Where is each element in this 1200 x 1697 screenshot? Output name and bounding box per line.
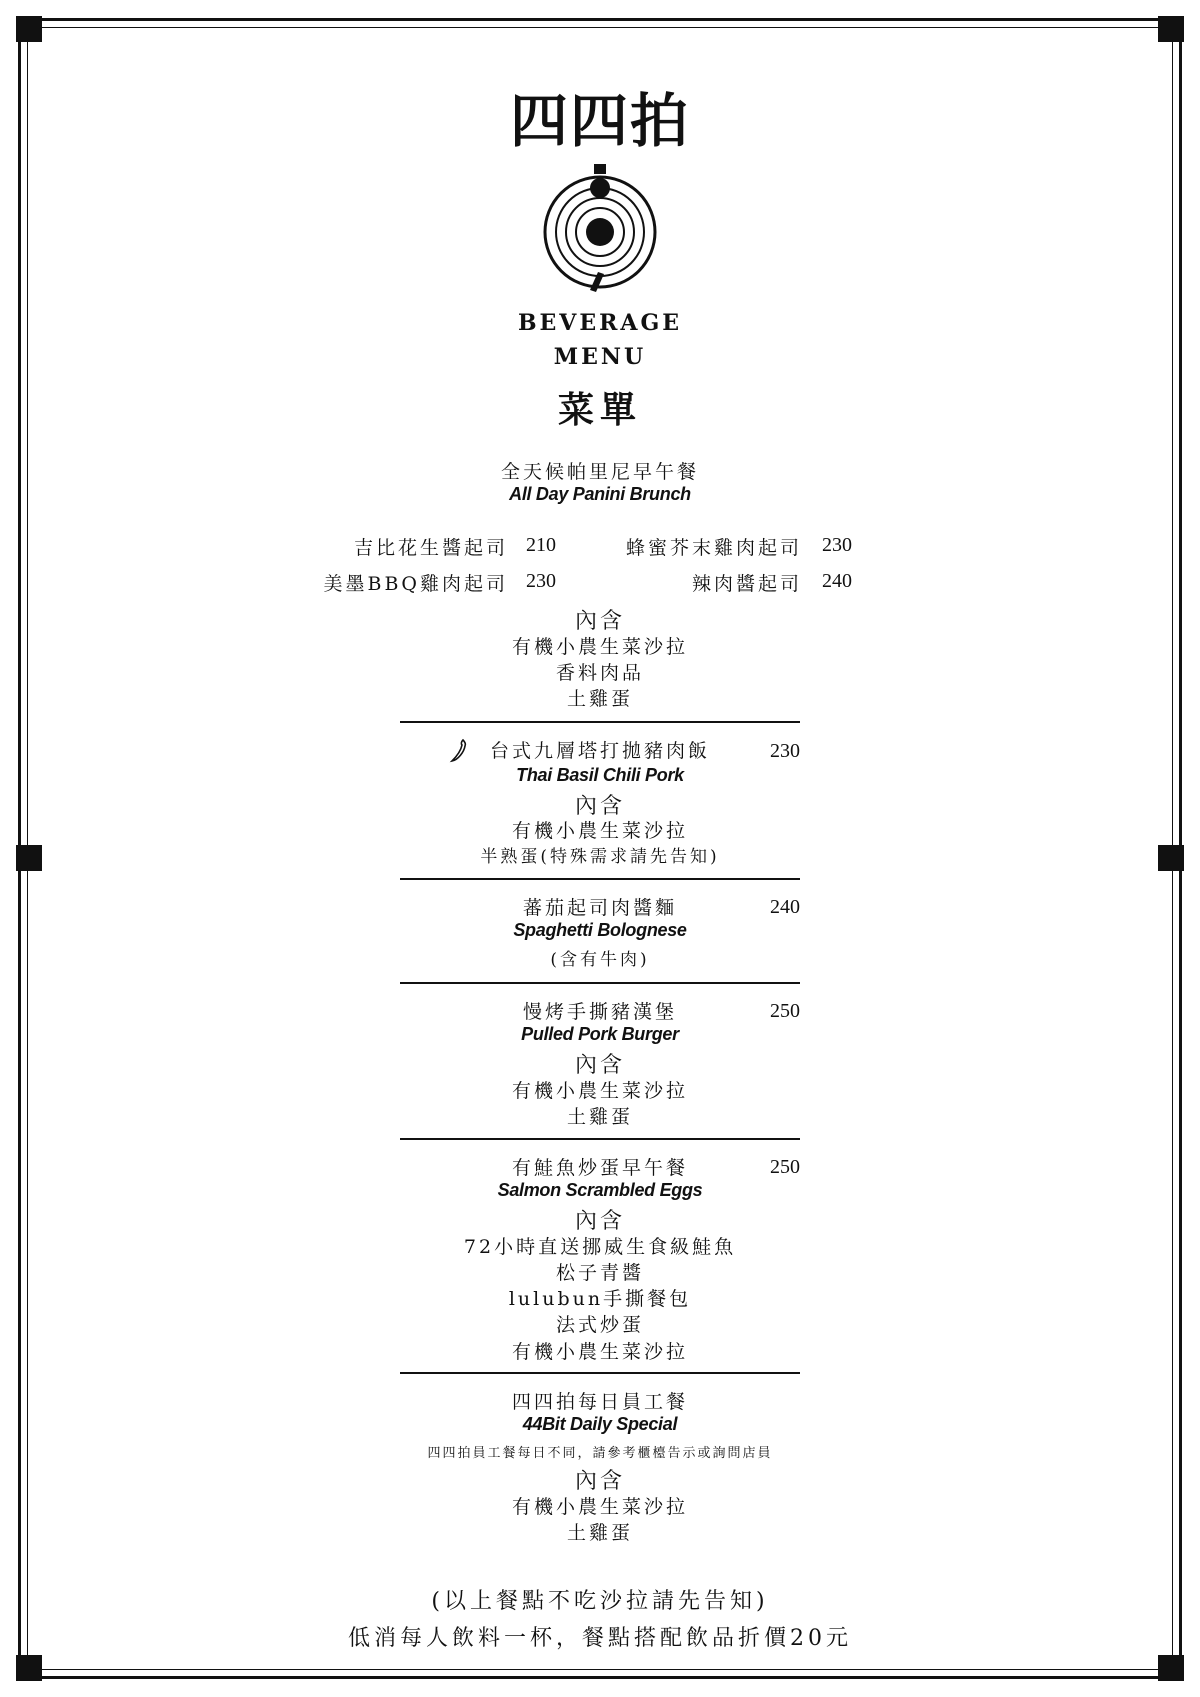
menu-item-name: 吉比花生醬起司 — [353, 537, 508, 559]
corner-ornament — [16, 1655, 42, 1681]
section-title-zh: 全天候帕里尼早午餐 — [500, 461, 699, 483]
dish-title-zh: 蕃茄起司肉醬麵 — [522, 897, 677, 919]
includes-label: 內含 — [574, 609, 625, 634]
menu-item-name: 辣肉醬起司 — [691, 573, 802, 595]
dish-title-en: Salmon Scrambled Eggs — [497, 1180, 703, 1200]
dish-title-zh: 台式九層塔打拋豬肉飯 — [489, 740, 710, 762]
dish-note: (含有牛肉) — [550, 950, 650, 970]
include-item: 有機小農生菜沙拉 — [511, 1080, 688, 1102]
menu-header — [0, 306, 1200, 374]
record-disc-logo-icon — [540, 164, 660, 294]
include-item: 法式炒蛋 — [555, 1314, 644, 1336]
menu-title-zh: 菜單 — [557, 390, 642, 431]
include-item: 土雞蛋 — [566, 1106, 633, 1128]
footer-note-salad: (以上餐點不吃沙拉請先告知) — [431, 1589, 769, 1614]
includes-label: 內含 — [574, 794, 625, 819]
menu-item-name: 蜂蜜芥末雞肉起司 — [625, 537, 802, 559]
dish-title-en: Pulled Pork Burger — [521, 1024, 679, 1044]
dish-price: 250 — [770, 1000, 800, 1022]
section-divider — [400, 982, 800, 984]
menu-item-price: 240 — [822, 570, 852, 592]
corner-ornament — [1158, 16, 1184, 42]
corner-ornament — [1158, 1655, 1184, 1681]
include-item: 松子青醬 — [555, 1262, 644, 1284]
include-item: 土雞蛋 — [566, 1522, 633, 1544]
dish-title-zh: 慢烤手撕豬漢堡 — [522, 1001, 677, 1023]
section-title-en: All Day Panini Brunch — [509, 484, 691, 504]
dish-price: 250 — [770, 1156, 800, 1178]
menu-item-price: 230 — [822, 534, 852, 556]
corner-ornament — [16, 16, 42, 42]
include-item: 半熟蛋(特殊需求請先告知) — [480, 847, 720, 867]
dish-price: 240 — [770, 896, 800, 918]
section-divider — [400, 721, 800, 723]
dish-title-zh: 有鮭魚炒蛋早午餐 — [511, 1157, 688, 1179]
section-divider — [400, 878, 800, 880]
include-item: 有機小農生菜沙拉 — [511, 636, 688, 658]
include-item: 72小時直送挪威生食級鮭魚 — [463, 1236, 737, 1258]
dish-title-en: 44Bit Daily Special — [522, 1414, 678, 1434]
include-item: 香料肉品 — [555, 662, 644, 684]
include-item: 有機小農生菜沙拉 — [511, 1341, 688, 1363]
include-item: 土雞蛋 — [566, 688, 633, 710]
includes-label: 內含 — [574, 1053, 625, 1078]
dish-note: 四四拍員工餐每日不同，請參考櫃檯告示或詢問店員 — [427, 1446, 773, 1461]
header-line-menu: MENU — [553, 344, 647, 370]
include-item: lulubun手撕餐包 — [508, 1288, 692, 1310]
section-divider — [400, 1138, 800, 1140]
section-divider — [400, 1372, 800, 1374]
dish-title-zh: 四四拍每日員工餐 — [511, 1391, 688, 1413]
dish-price: 230 — [770, 740, 800, 762]
include-item: 有機小農生菜沙拉 — [511, 820, 688, 842]
include-item: 有機小農生菜沙拉 — [511, 1496, 688, 1518]
brand-title: 四四拍 — [509, 87, 690, 155]
menu-item-name: 美墨BBQ雞肉起司 — [323, 573, 508, 595]
dish-title-en: Spaghetti Bolognese — [513, 920, 687, 940]
header-line-beverage: BEVERAGE — [517, 310, 683, 336]
menu-item-price: 210 — [526, 534, 556, 556]
includes-label: 內含 — [574, 1469, 625, 1494]
footer-note-minimum: 低消每人飲料一杯，餐點搭配飲品折價20元 — [348, 1626, 852, 1651]
menu-item-price: 230 — [526, 570, 556, 592]
includes-label: 內含 — [574, 1209, 625, 1234]
dish-title-en: Thai Basil Chili Pork — [516, 765, 684, 785]
